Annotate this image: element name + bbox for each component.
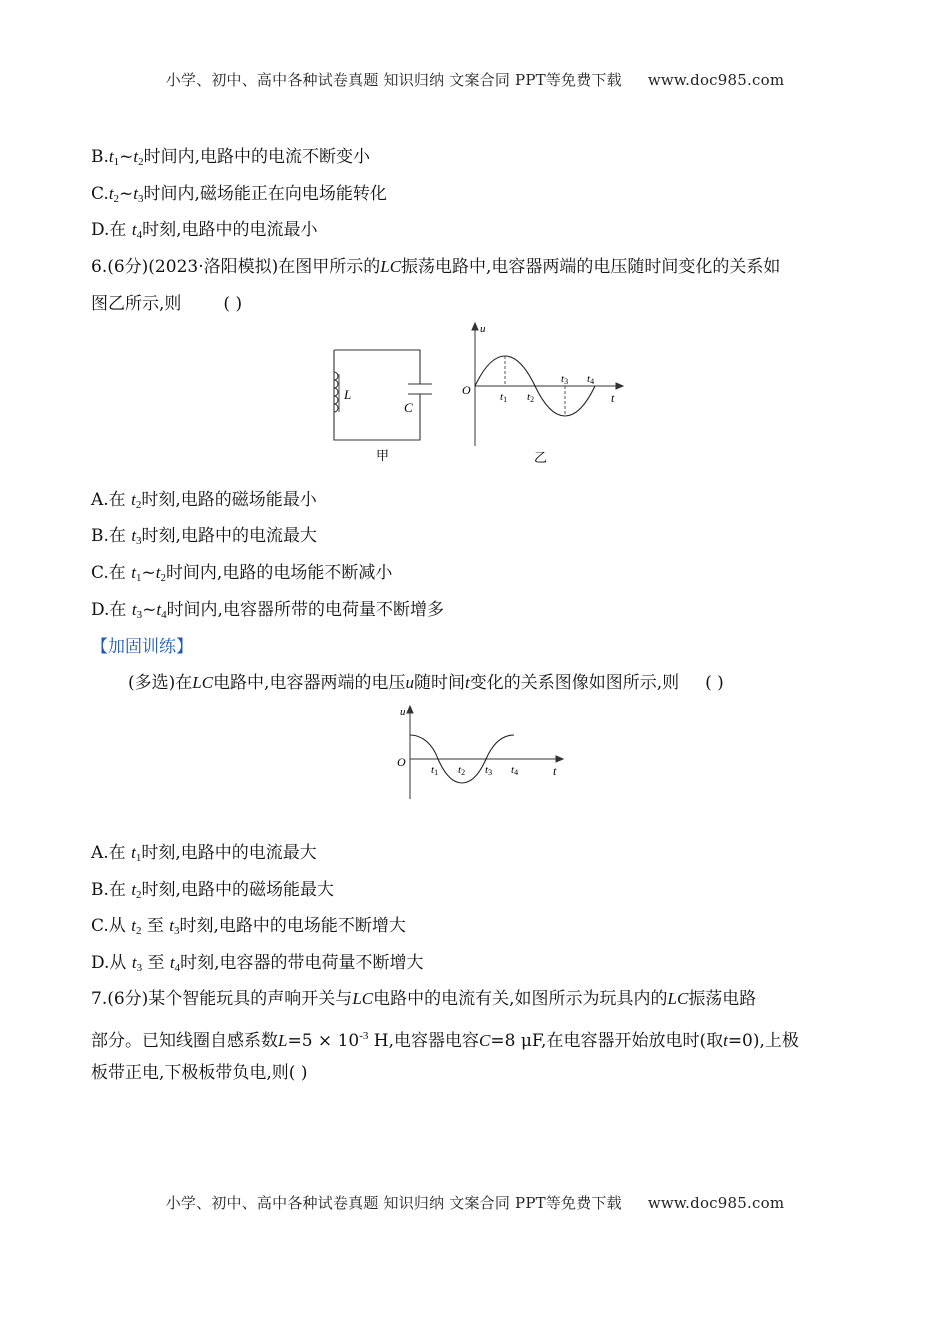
q7-stem-line2: 部分。已知线圈自感系数$L=5 \times 10^{-3}$ H,电容器电容C=8 μF,在电容器开始放电时(取t=0),上极 [91, 1030, 799, 1051]
tick-t3: t3 [485, 764, 493, 777]
tick-t1: t1 [500, 391, 508, 404]
capacitor-label: C [404, 400, 413, 415]
reinforce-option-c: C.从 $t_2$ 至 $t_3$时刻,电路中的电场能不断增大 [91, 916, 406, 937]
origin-label: O [462, 383, 471, 397]
tick-t4: t4 [587, 373, 595, 386]
q5-option-c: $C.t_2\sim t_3$时间内,磁场能正在向电场能转化 [91, 184, 387, 205]
q6-option-d: D.在 $t_3\sim t_4$时间内,电容器所带的电荷量不断增多 [91, 600, 444, 621]
origin-label: O [397, 755, 406, 769]
reinforce-graph [390, 703, 580, 803]
axis-u-label: u [480, 323, 486, 335]
tick-t4: t4 [511, 764, 519, 777]
q7-stem-line3: 板带正电,下极板带负电,则( ) [91, 1063, 308, 1083]
axis-t-label: t [553, 764, 557, 778]
header-text: 小学、初中、高中各种试卷真题 知识归纳 文案合同 PPT等免费下载 [165, 71, 622, 89]
inductor-coil [334, 372, 338, 412]
q6-option-c: C.在 $t_1\sim t_2$时间内,电路的电场能不断减小 [91, 563, 393, 584]
inductor-label: L [344, 387, 352, 402]
reinforce-stem: (多选)在LC电路中,电容器两端的电压u随时间t变化的关系图像如图所示,则 ( ) [128, 673, 724, 693]
tick-t2: t2 [527, 391, 535, 404]
q6-figure [320, 320, 630, 470]
axis-u-label: u [400, 706, 406, 718]
reinforce-option-d: D.从 $t_3$ 至 $t_4$时刻,电容器的带电荷量不断增大 [91, 953, 424, 974]
q5-option-d: D.在 $t_4$时刻,电路中的电流最小 [91, 220, 318, 241]
reinforce-option-b: B.在 $t_2$时刻,电路中的磁场能最大 [91, 880, 334, 901]
footer-url: www.doc985.com [647, 1194, 785, 1212]
tick-t3: t3 [561, 373, 569, 386]
figure-jia-label: 甲 [376, 448, 390, 463]
q6-stem: 6.(6分)(2023·洛阳模拟)在图甲所示的LC振荡电路中,电容器两端的电压随时间变化的关系如 [91, 257, 781, 277]
q7-stem-line1: 7.(6分)某个智能玩具的声响开关与LC电路中的电流有关,如图所示为玩具内的LC振荡电路 [91, 989, 757, 1009]
footer-text: 小学、初中、高中各种试卷真题 知识归纳 文案合同 PPT等免费下载 [165, 1194, 622, 1212]
axis-t-label: t [611, 391, 615, 405]
header-url: www.doc985.com [647, 71, 785, 89]
page-header [0, 69, 950, 90]
q6-stem-line2: 图乙所示,则 ( ) [91, 294, 243, 314]
voltage-graph-axes [472, 323, 623, 446]
section-title: 【加固训练】 [91, 637, 193, 657]
figure-yi-label: 乙 [534, 450, 548, 465]
tick-t1: t1 [431, 764, 439, 777]
answer-bracket: ( ) [705, 673, 724, 693]
page-footer [0, 1192, 950, 1213]
reinforce-option-a: A.在 $t_1$时刻,电路中的电流最大 [91, 843, 317, 864]
tick-t2: t2 [458, 764, 466, 777]
answer-bracket: ( ) [223, 294, 243, 314]
q6-option-a: A.在 $t_2$时刻,电路的磁场能最小 [91, 490, 317, 511]
q6-option-b: B.在 $t_3$时刻,电路中的电流最大 [91, 526, 317, 547]
q5-option-b: $B.t_1\sim t_2$时间内,电路中的电流不断变小 [91, 147, 371, 168]
